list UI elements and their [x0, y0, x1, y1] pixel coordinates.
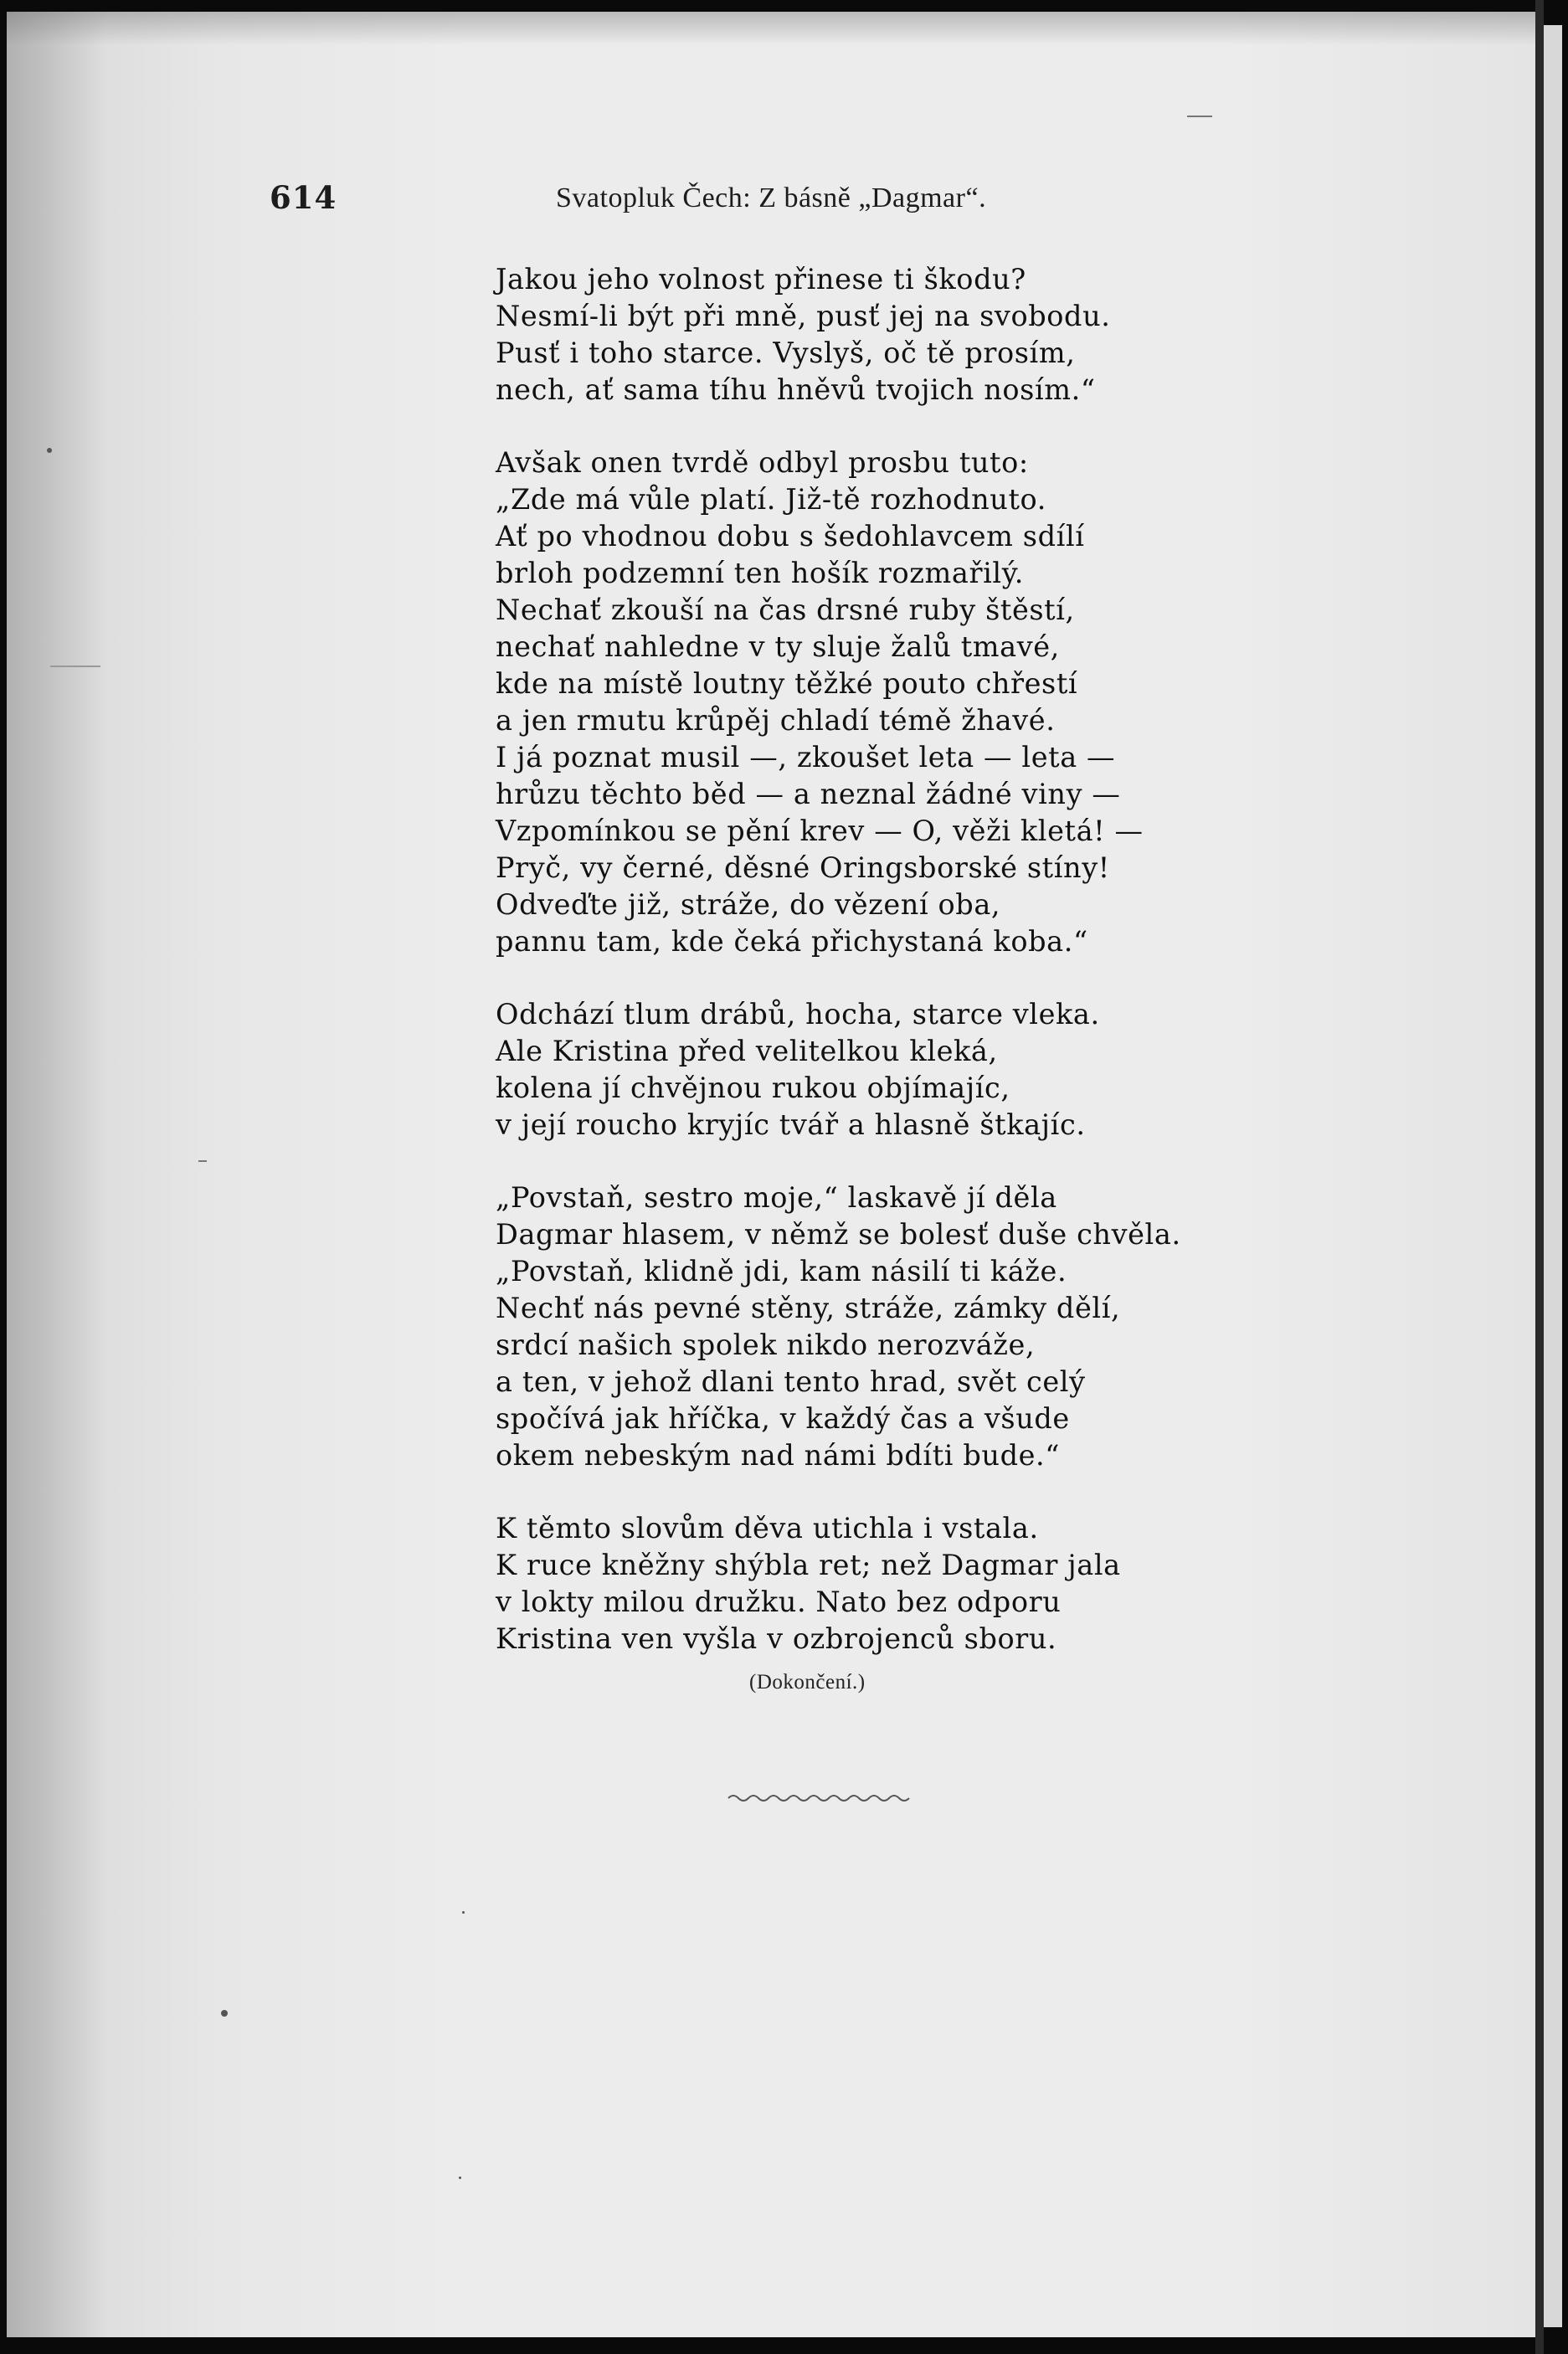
scan-mark: [198, 1160, 207, 1162]
verse-line: Jakou jeho volnost přinese ti škodu?: [496, 263, 1026, 296]
verse-line: hrůzu těchto běd — a neznal žádné viny —: [496, 778, 1121, 810]
continuation-note: (Dokončení.): [749, 1671, 866, 1694]
verse-line: spočívá jak hříčka, v každý čas a všude: [496, 1402, 1070, 1435]
verse-line: K ruce kněžny shýbla ret; než Dagmar jala: [496, 1549, 1121, 1581]
verse-line: srdcí našich spolek nikdo nerozváže,: [496, 1329, 1036, 1361]
verse-line: kde na místě loutny těžké pouto chřestí: [496, 667, 1078, 700]
scan-speck: [459, 2177, 461, 2179]
verse-line: Pusť i toho starce. Vyslyš, oč tě prosím,: [496, 337, 1076, 369]
verse-line: nechať nahledne v ty sluje žalů tmavé,: [496, 630, 1060, 663]
verse-line: „Zde má vůle platí. Již-tě rozhodnuto.: [496, 483, 1046, 516]
page-edge: [1535, 0, 1544, 2354]
page-number: 614: [270, 179, 337, 216]
verse-line: Odveďte již, stráže, do vězení oba,: [496, 888, 1001, 921]
scan-mark: [1187, 116, 1212, 117]
scan-speck: [462, 1911, 465, 1914]
verse-line: Ať po vhodnou dobu s šedohlavcem sdílí: [496, 520, 1085, 553]
verse-line: a jen rmutu krůpěj chladí témě žhavé.: [496, 704, 1056, 737]
verse-line: „Povstaň, sestro moje,“ laskavě jí děla: [496, 1181, 1057, 1214]
running-head: Svatopluk Čech: Z básně „Dagmar“.: [556, 182, 987, 213]
verse-line: „Povstaň, klidně jdi, kam násilí ti káže.: [496, 1255, 1067, 1288]
scan-mark: [50, 666, 100, 667]
verse-line: v lokty milou družku. Nato bez odporu: [496, 1586, 1062, 1618]
scan-speck: [221, 2010, 228, 2017]
stanza: [496, 445, 1181, 960]
verse-line: Nechať zkouší na čas drsné ruby štěstí,: [496, 594, 1075, 626]
verse-line: Odchází tlum drábů, hocha, starce vleka.: [496, 998, 1100, 1031]
verse-line: Avšak onen tvrdě odbyl prosbu tuto:: [496, 446, 1029, 479]
verse-line: Nesmí-li být při mně, pusť jej na svobodu.: [496, 300, 1111, 332]
verse-line: K těmto slovům děva utichla i vstala.: [496, 1512, 1039, 1544]
verse-line: Ale Kristina před velitelkou kleká,: [496, 1035, 998, 1067]
stanza: [496, 1180, 1181, 1474]
wavy-rule-ornament: [727, 1790, 911, 1807]
poem-body: [496, 261, 1181, 1694]
page-gutter-shadow: [7, 12, 107, 2337]
verse-line: Pryč, vy černé, děsné Oringsborské stíny!: [496, 851, 1110, 884]
stanza: [496, 996, 1181, 1144]
verse-line: okem nebeským nad námi bdíti bude.“: [496, 1439, 1061, 1472]
stanza: [496, 261, 1181, 409]
scan-speck: [47, 448, 52, 453]
verse-line: brloh podzemní ten hošík rozmařilý.: [496, 557, 1025, 589]
verse-line: v její roucho kryjíc tvář a hlasně štkajíc.: [496, 1108, 1086, 1141]
verse-line: I já poznat musil —, zkoušet leta — leta —: [496, 741, 1116, 774]
verse-line: Vzpomínkou se pění krev — O, věži kletá! —: [496, 815, 1144, 847]
verse-line: kolena jí chvějnou rukou objímajíc,: [496, 1072, 1010, 1104]
verse-line: Dagmar hlasem, v němž se bolesť duše chvěla.: [496, 1218, 1181, 1251]
verse-line: a ten, v jehož dlani tento hrad, svět celý: [496, 1365, 1086, 1398]
verse-line: nech, ať sama tíhu hněvů tvojich nosím.“: [496, 373, 1096, 406]
page-top-shadow: [7, 12, 1535, 45]
verse-line: Kristina ven vyšla v ozbrojenců sboru.: [496, 1622, 1057, 1655]
verse-line: pannu tam, kde čeká přichystaná koba.“: [496, 925, 1088, 958]
adjacent-page-strip: [1544, 25, 1562, 2327]
verse-line: Nechť nás pevné stěny, stráže, zámky dělí,: [496, 1292, 1121, 1324]
stanza: [496, 1510, 1181, 1658]
